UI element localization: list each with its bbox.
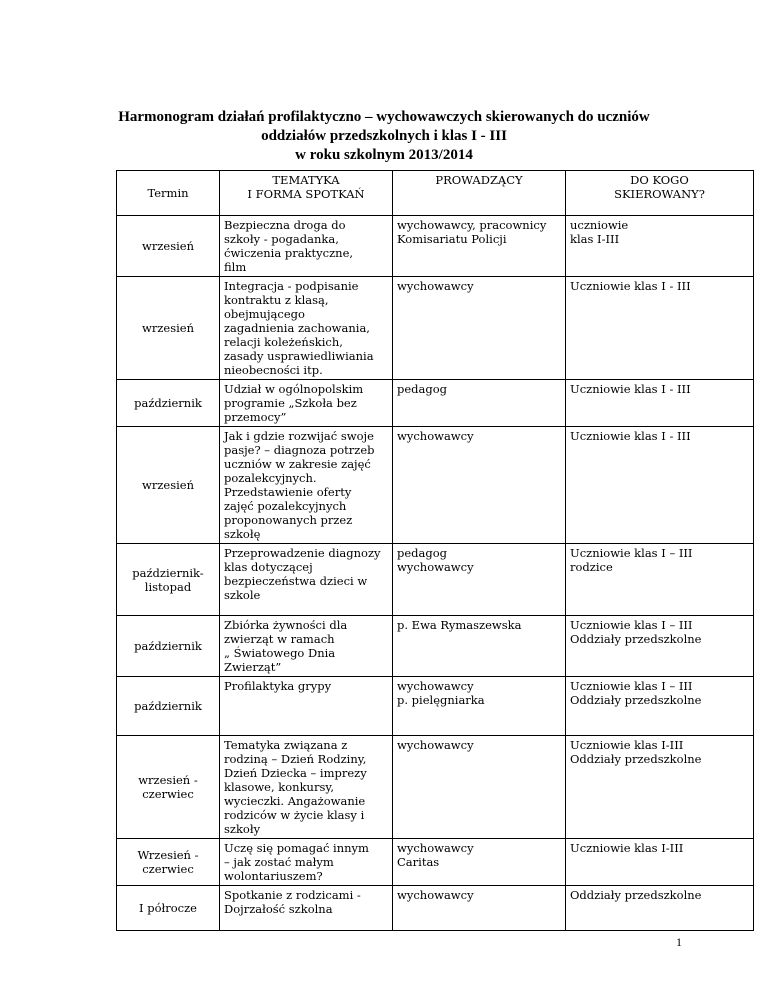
cell-do-kogo (566, 427, 754, 544)
cell-prowadzacy (393, 736, 566, 839)
cell-line: Uczniowie klas I – III (570, 679, 693, 693)
cell-tematyka (220, 839, 393, 886)
cell-line: film (224, 260, 247, 274)
cell-line: uczniów w zakresie zajęć (224, 457, 371, 471)
cell-termin (117, 427, 220, 544)
cell-line: pedagog (397, 382, 448, 396)
cell-prowadzacy (393, 427, 566, 544)
cell-line: zasady usprawiedliwiania (224, 349, 374, 363)
cell-line: „ Światowego Dnia (224, 646, 336, 660)
cell-tematyka (220, 677, 393, 736)
cell-line: Profilaktyka grypy (224, 679, 332, 693)
cell-prowadzacy (393, 886, 566, 931)
cell-line: Oddziały przedszkolne (570, 693, 702, 707)
cell-termin (117, 277, 220, 380)
table-row (117, 839, 754, 886)
cell-line: Udział w ogólnopolskim (224, 382, 364, 396)
cell-line: Przedstawienie oferty (224, 485, 352, 499)
cell-line: wychowawcy (397, 888, 474, 902)
cell-prowadzacy (393, 380, 566, 427)
cell-line: Uczniowie klas I - III (570, 429, 691, 443)
cell-line: październik (134, 396, 202, 410)
cell-line: Spotkanie z rodzicami - (224, 888, 361, 902)
cell-termin (117, 216, 220, 277)
cell-line: Zbiórka żywności dla (224, 618, 348, 632)
cell-line: p. Ewa Rymaszewska (397, 618, 522, 632)
cell-do-kogo (566, 380, 754, 427)
cell-line: szkole (224, 588, 261, 602)
title-line: Harmonogram działań profilaktyczno – wychowawczych skierowanych do uczniów (118, 109, 650, 125)
cell-line: pasje? – diagnoza potrzeb (224, 443, 375, 457)
cell-termin (117, 736, 220, 839)
table-row (117, 616, 754, 677)
cell-do-kogo (566, 677, 754, 736)
cell-line: wychowawcy (397, 738, 474, 752)
cell-line: pedagog (397, 546, 448, 560)
cell-line: zajęć pozalekcyjnych (224, 499, 347, 513)
cell-line: szkołę (224, 527, 261, 541)
cell-line: rodziną – Dzień Rodziny, (224, 752, 367, 766)
cell-line: Uczę się pomagać innym (224, 841, 369, 855)
cell-tematyka (220, 427, 393, 544)
cell-do-kogo (566, 886, 754, 931)
table-row (117, 544, 754, 616)
table-row (117, 427, 754, 544)
cell-line: wolontariuszem? (224, 869, 323, 883)
cell-line: Wrzesień - (137, 848, 199, 862)
cell-termin (117, 677, 220, 736)
table-row (117, 886, 754, 931)
cell-line: Bezpieczna droga do (224, 218, 346, 232)
cell-line: proponowanych przez (224, 513, 353, 527)
cell-termin (117, 616, 220, 677)
cell-line: październik- (132, 565, 204, 580)
cell-line: Przeprowadzenie diagnozy (224, 546, 381, 560)
cell-line: ćwiczenia praktyczne, (224, 246, 354, 260)
cell-line: uczniowie (570, 218, 629, 232)
cell-line: rodzice (570, 560, 613, 574)
cell-prowadzacy (393, 544, 566, 616)
cell-line: wrzesień (142, 321, 194, 335)
cell-tematyka (220, 736, 393, 839)
table-row (117, 277, 754, 380)
cell-line: Zwierząt” (224, 660, 282, 674)
cell-line: Uczniowie klas I – III (570, 618, 693, 632)
cell-prowadzacy (393, 839, 566, 886)
cell-termin (117, 544, 220, 616)
header-prowadzacy: PROWADZĄCY (393, 171, 566, 216)
cell-line: szkoły - pogadanka, (224, 232, 339, 246)
cell-line: czerwiec (142, 787, 194, 801)
header-tematyka: TEMATYKA I FORMA SPOTKAŃ (220, 171, 393, 216)
cell-line: obejmującego (224, 307, 305, 321)
table-header-row (117, 171, 754, 216)
header-termin: Termin (117, 171, 220, 216)
cell-prowadzacy (393, 616, 566, 677)
cell-line: pozalekcyjnych. (224, 471, 317, 485)
cell-line: p. pielęgniarka (397, 693, 485, 707)
cell-prowadzacy (393, 216, 566, 277)
cell-line: Uczniowie klas I – III (570, 546, 693, 560)
cell-line: szkoły (224, 822, 261, 836)
cell-line: wycieczki. Angażowanie (224, 794, 366, 808)
cell-line: – jak zostać małym (224, 855, 334, 869)
cell-line: kontraktu z klasą, (224, 293, 329, 307)
cell-line: zwierząt w ramach (224, 632, 335, 646)
cell-tematyka (220, 216, 393, 277)
cell-tematyka (220, 616, 393, 677)
cell-do-kogo (566, 216, 754, 277)
cell-line: Oddziały przedszkolne (570, 888, 702, 902)
cell-line: Uczniowie klas I - III (570, 382, 691, 396)
cell-prowadzacy (393, 677, 566, 736)
cell-line: Uczniowie klas I-III (570, 841, 684, 855)
cell-line: klas dotyczącej (224, 560, 313, 574)
cell-line: wrzesień - (138, 773, 198, 787)
cell-tematyka (220, 380, 393, 427)
cell-line: nieobecności itp. (224, 363, 323, 377)
cell-line: bezpieczeństwa dzieci w (224, 574, 368, 588)
cell-prowadzacy (393, 277, 566, 380)
cell-line: zagadnienia zachowania, (224, 321, 370, 335)
cell-tematyka (220, 544, 393, 616)
cell-line: wychowawcy, pracownicy (397, 218, 547, 232)
cell-do-kogo (566, 277, 754, 380)
cell-do-kogo (566, 616, 754, 677)
cell-do-kogo (566, 736, 754, 839)
table-row (117, 736, 754, 839)
cell-line: wychowawcy (397, 679, 474, 693)
cell-line: I półrocze (139, 901, 197, 915)
cell-line: Komisariatu Policji (397, 232, 507, 246)
document-title (0, 108, 768, 165)
table-row (117, 216, 754, 277)
table-row (117, 677, 754, 736)
cell-line: wychowawcy (397, 279, 474, 293)
cell-line: wychowawcy (397, 841, 474, 855)
page-number: 1 (676, 935, 682, 949)
cell-line: klas I-III (570, 232, 620, 246)
cell-line: Integracja - podpisanie (224, 279, 359, 293)
cell-do-kogo (566, 839, 754, 886)
title-line: oddziałów przedszkolnych i klas I - III (261, 128, 507, 144)
cell-line: klasowe, konkursy, (224, 780, 334, 794)
cell-line: przemocy” (224, 410, 287, 424)
cell-line: wychowawcy (397, 429, 474, 443)
cell-line: listopad (144, 579, 192, 594)
cell-line: Oddziały przedszkolne (570, 752, 702, 766)
cell-line: wrzesień (142, 239, 194, 253)
cell-termin (117, 886, 220, 931)
cell-line: Uczniowie klas I-III (570, 738, 684, 752)
header-do-kogo: DO KOGO SKIEROWANY? (566, 171, 754, 216)
cell-line: październik (134, 639, 202, 653)
cell-line: relacji koleżeńskich, (224, 335, 343, 349)
cell-line: Caritas (397, 855, 440, 869)
cell-do-kogo (566, 544, 754, 616)
cell-line: programie „Szkoła bez (224, 396, 357, 410)
cell-line: Oddziały przedszkolne (570, 632, 702, 646)
cell-line: wrzesień (142, 478, 194, 492)
cell-tematyka (220, 886, 393, 931)
schedule-table (116, 170, 754, 931)
cell-line: Jak i gdzie rozwijać swoje (224, 429, 374, 443)
title-line: w roku szkolnym 2013/2014 (295, 147, 473, 163)
cell-line: rodziców w życie klasy i (224, 808, 365, 822)
cell-line: Dojrzałość szkolna (224, 902, 333, 916)
cell-tematyka (220, 277, 393, 380)
cell-line: Tematyka związana z (224, 738, 348, 752)
cell-line: wychowawcy (397, 560, 474, 574)
cell-termin (117, 839, 220, 886)
cell-line: październik (134, 699, 202, 713)
cell-line: Uczniowie klas I - III (570, 279, 691, 293)
table-row (117, 380, 754, 427)
cell-line: Dzień Dziecka – imprezy (224, 766, 367, 780)
cell-termin (117, 380, 220, 427)
cell-line: czerwiec (142, 862, 194, 876)
